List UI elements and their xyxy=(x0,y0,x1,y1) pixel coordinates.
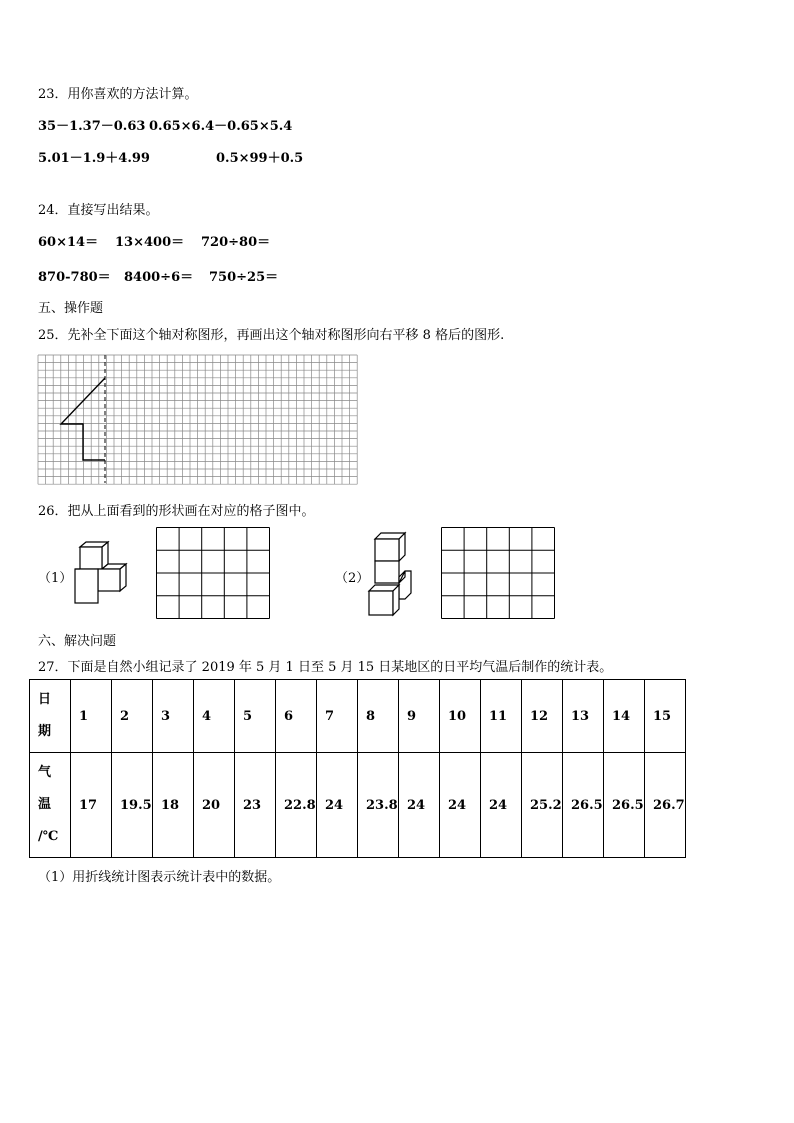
q23-expr-3: 5.01－1.9＋4.99 xyxy=(38,151,150,166)
day-cell: 11 xyxy=(481,680,522,753)
half-figure-outline xyxy=(61,378,105,460)
temperature-table xyxy=(29,679,686,858)
top-view-grid-2 xyxy=(441,527,555,619)
temp-cell: 24 xyxy=(440,753,481,858)
table-row-temperature xyxy=(30,753,686,858)
temp-cell: 23.8 xyxy=(358,753,399,858)
day-cell: 2 xyxy=(112,680,153,753)
q23-expr-2: 0.65×6.4－0.65×5.4 xyxy=(149,119,293,134)
temp-cell: 20 xyxy=(194,753,235,858)
day-cell: 1 xyxy=(71,680,112,753)
table-row-date xyxy=(30,680,686,753)
temp-cell: 17 xyxy=(71,753,112,858)
temp-cell: 24 xyxy=(399,753,440,858)
cube-figure-2 xyxy=(367,531,413,617)
q25-grid-figure xyxy=(38,355,356,483)
q24-expr-5: 8400÷6＝ xyxy=(124,270,194,285)
temp-cell: 18 xyxy=(153,753,194,858)
row-header-date: 日 期 xyxy=(30,680,71,753)
q24-expr-3: 720÷80＝ xyxy=(201,235,271,250)
day-cell: 15 xyxy=(645,680,686,753)
temp-cell: 26.5 xyxy=(563,753,604,858)
q23-expr-1: 35－1.37－0.63 xyxy=(38,119,146,134)
temp-cell: 26.7 xyxy=(645,753,686,858)
q23-expr-4: 0.5×99＋0.5 xyxy=(216,151,304,166)
temp-cell: 25.2 xyxy=(522,753,563,858)
day-cell: 8 xyxy=(358,680,399,753)
day-cell: 10 xyxy=(440,680,481,753)
q25-title: 25．先补全下面这个轴对称图形，再画出这个轴对称图形向右平移 8 格后的图形. xyxy=(38,328,505,343)
day-cell: 12 xyxy=(522,680,563,753)
q26-label-1: （1） xyxy=(38,571,73,586)
day-cell: 14 xyxy=(604,680,645,753)
q27-subquestion-1: （1）用折线统计图表示统计表中的数据。 xyxy=(38,870,281,885)
temp-cell: 23 xyxy=(235,753,276,858)
cube-figure-1 xyxy=(72,540,128,606)
q27-title: 27．下面是自然小组记录了 2019 年 5 月 1 日至 5 月 15 日某地区的日平均气温后制作的统计表。 xyxy=(38,660,613,675)
q24-expr-1: 60×14＝ xyxy=(38,235,99,250)
q26-label-2: （2） xyxy=(335,571,370,586)
day-cell: 7 xyxy=(317,680,358,753)
day-cell: 4 xyxy=(194,680,235,753)
q23-title: 23．用你喜欢的方法计算。 xyxy=(38,87,198,102)
temp-cell: 24 xyxy=(317,753,358,858)
day-cell: 13 xyxy=(563,680,604,753)
q24-expr-4: 870-780＝ xyxy=(38,270,111,285)
temp-cell: 22.8 xyxy=(276,753,317,858)
q24-expr-2: 13×400＝ xyxy=(115,235,185,250)
temp-cell: 24 xyxy=(481,753,522,858)
day-cell: 6 xyxy=(276,680,317,753)
section-6-heading: 六、解决问题 xyxy=(38,634,117,649)
row-header-temperature: 气 温 /℃ xyxy=(30,753,71,858)
section-5-heading: 五、操作题 xyxy=(38,301,104,316)
temp-cell: 19.5 xyxy=(112,753,153,858)
q24-title: 24．直接写出结果。 xyxy=(38,203,159,218)
day-cell: 5 xyxy=(235,680,276,753)
day-cell: 9 xyxy=(399,680,440,753)
temp-cell: 26.5 xyxy=(604,753,645,858)
q24-expr-6: 750÷25＝ xyxy=(209,270,279,285)
q26-title: 26．把从上面看到的形状画在对应的格子图中。 xyxy=(38,504,315,519)
day-cell: 3 xyxy=(153,680,194,753)
top-view-grid-1 xyxy=(156,527,270,619)
